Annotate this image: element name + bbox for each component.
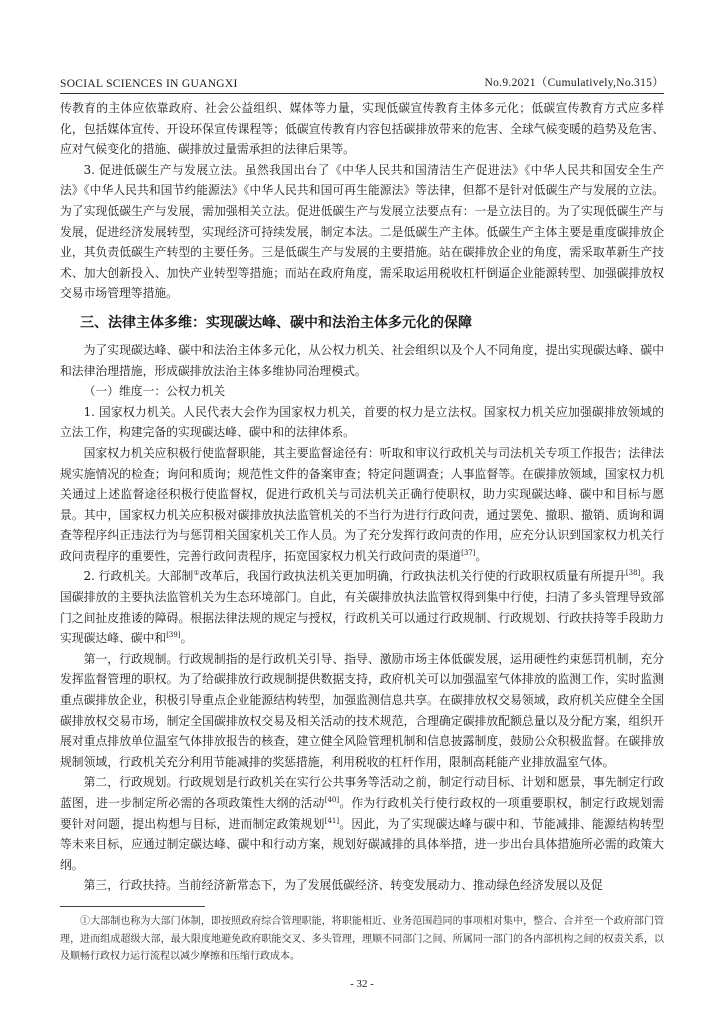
section-heading: 三、法律主体多维：实现碳达峰、碳中和法治主体多元化的保障 (80, 314, 472, 331)
text: 第二，行政规划。行政规划是行政机关在实行公共事务等活动之前，制定行动目标、计划和愿景，事先制定行政蓝图，进一步制定所必需的各项政策性大纲的活动 (60, 775, 664, 810)
paragraph-administrative-support: 第三，行政扶持。当前经济新常态下，为了发展低碳经济、转变发展动力、推动绿色经济发展以及促 (83, 878, 603, 893)
citation-38: [38] (625, 569, 641, 578)
paragraph-administrative-regulation: 第一，行政规制。行政规制指的是行政机关引导、指导、激励市场主体低碳发展，运用硬性约束惩罚机制，充分发挥监督管理的职权。为了给碳排放行政规制提供数据支持，政府机关可以加强温室气体排放的监测工作，实时监测重点碳排放企业，积极引导重点企业能源结构转型，加强监测信息共享。在碳排放权交易领域，政府机关应健全全国碳排放权交易市场，制定全国碳排放权交易及相关活动的技术规范，合理确定碳排放配额总量以及分配方案，组织开展对重点排放单位温室气体排放报告的核查，建立健全风险管理机制和信息披露制度，鼓励公众积极监督。在碳排放规制领域，行政机关充分利用节能减排的奖惩措施，利用税收的杠杆作用，限制高耗能产业排放温室气体。 (60, 651, 664, 769)
text: 国家权力机关应积极行使监督职能，其主要监督途径有：听取和审议行政机关与司法机关专项工作报告；法律法规实施情况的检查；询问和质询；规范性文件的备案审查；特定问题调查；人事监督等。在碳排放领域，国家权力机关通过上述监督途径积极行使监督权，促进行政机关与司法机关正确行使职权，助力实现碳达峰、碳中和目标与愿景。其中，国家权力机关应积极对碳排放执法监管机关的不当行为进行行政问责，通过罢免、撤职、撤销、质询和调查等程序纠正违法行为与惩罚相关国家机关工作人员。为了充分发挥行政问责的作用，应充分认识到国家权力机关行政问责程序的重要性，完善行政问责程序，拓宽国家权力机关行政问责的渠道 (60, 445, 664, 563)
text: 改革后，我国行政执法机关更加明确，行政执法机关行使的行政职权质量有所提升 (199, 569, 626, 584)
article-body (60, 98, 664, 896)
footnote: ①大部制也称为大部门体制，即按照政府综合管理职能，将职能相近、业务范围趋同的事项相对集中，整合、合并至一个政府部门管理，进而组成超级大部，最大限度地避免政府职能交叉、多头管理，理顺不同部门之间、所属同一部门的各内部机构之间的权责关系，以及顺畅行政权力运行流程以减少摩擦和压缩行政成本。 (60, 916, 664, 962)
text: 。 (180, 631, 193, 646)
paragraph-low-carbon-production: 3. 促进低碳生产与发展立法。虽然我国出台了《中华人民共和国清洁生产促进法》《中华人民共和国安全生产法》《中华人民共和国节约能源法》《中华人民共和国可再生能源法》等法律，但都不是针对低碳生产与发展的立法。为了实现低碳生产与发展，需加强相关立法。促进低碳生产与发展立法要点有：一是立法目的。为了实现低碳生产与发展，促进经济发展转型，实现经济可持续发展，制定本法。二是低碳生产主体。低碳生产主体主要是重度碳排放企业，其负责低碳生产转型的主要任务。三是低碳生产与发展的主要措施。站在碳排放企业的角度，需采取革新生产技术、加大创新投入、加快产业转型等措施；而站在政府角度，需采取运用税收杠杆倒逼企业能源转型、加强碳排放权交易市场管理等措施。 (60, 162, 664, 301)
paragraph-administrative-organs (60, 566, 664, 648)
text: 。作为行政机关行使行政权的一项重要职权，制定行政规划需要针对问题，提出构想与目标，进而制定政策规划 (60, 796, 664, 831)
issue-info: No.9.2021（Cumulatively,No.315） (484, 77, 664, 89)
paragraph-continued: 传教育的主体应依靠政府、社会公益组织、媒体等力量，实现低碳宣传教育主体多元化；低碳宣传教育方式应多样化，包括媒体宣传、开设环保宣传课程等；低碳宣传教育内容包括碳排放带来的危害、全球气候变暖的趋势及危害、应对气候变化的措施、碳排放过量需承担的法律后果等。 (60, 101, 664, 157)
header-rule (60, 93, 664, 94)
section-intro: 为了实现碳达峰、碳中和法治主体多元化，从公权力机关、社会组织以及个人不同角度，提出实现碳达峰、碳中和法律治理措施，形成碳排放法治主体多维协同治理模式。 (60, 342, 664, 378)
citation-41: [41] (324, 816, 340, 825)
citation-40: [40] (324, 796, 340, 805)
page-number: - 32 - (350, 978, 374, 990)
text: 。因此，为了实现碳达峰与碳中和、节能减排、能源结构转型等未来目标，应通过制定碳达峰、碳中和行动方案，规划好碳减排的具体举措，进一步出台具体措施所必需的政策大纲。 (60, 816, 664, 872)
journal-name: SOCIAL SCIENCES IN GUANGXI (60, 78, 238, 90)
footnote-rule (60, 906, 205, 907)
paragraph-supervision (60, 443, 664, 567)
paragraph-administrative-planning (60, 772, 664, 875)
running-header (60, 70, 664, 90)
paragraph-state-power: 1. 国家权力机关。人民代表大会作为国家权力机关，首要的权力是立法权。国家权力机关应加强碳排放领域的立法工作，构建完备的实现碳达峰、碳中和的法律体系。 (60, 404, 664, 440)
citation-39: [39] (166, 631, 181, 640)
text: 。我国碳排放的主要执法监管机关为生态环境部门。自此，有关碳排放执法监管权得到集中行使，扫清了多头管理导致部门之间扯皮推诿的障碍。根据法律法规的规定与授权，行政机关可以通过行政规制、行政规划、行政扶持等手段助力实现碳达峰、碳中和 (60, 569, 664, 646)
text: 。 (475, 548, 488, 563)
footnote-marker: ① (193, 569, 200, 578)
text: 2. 行政机关。大部制 (83, 569, 194, 584)
citation-37: [37] (461, 548, 476, 557)
subsection-heading: （一）维度一：公权力机关 (83, 384, 226, 399)
